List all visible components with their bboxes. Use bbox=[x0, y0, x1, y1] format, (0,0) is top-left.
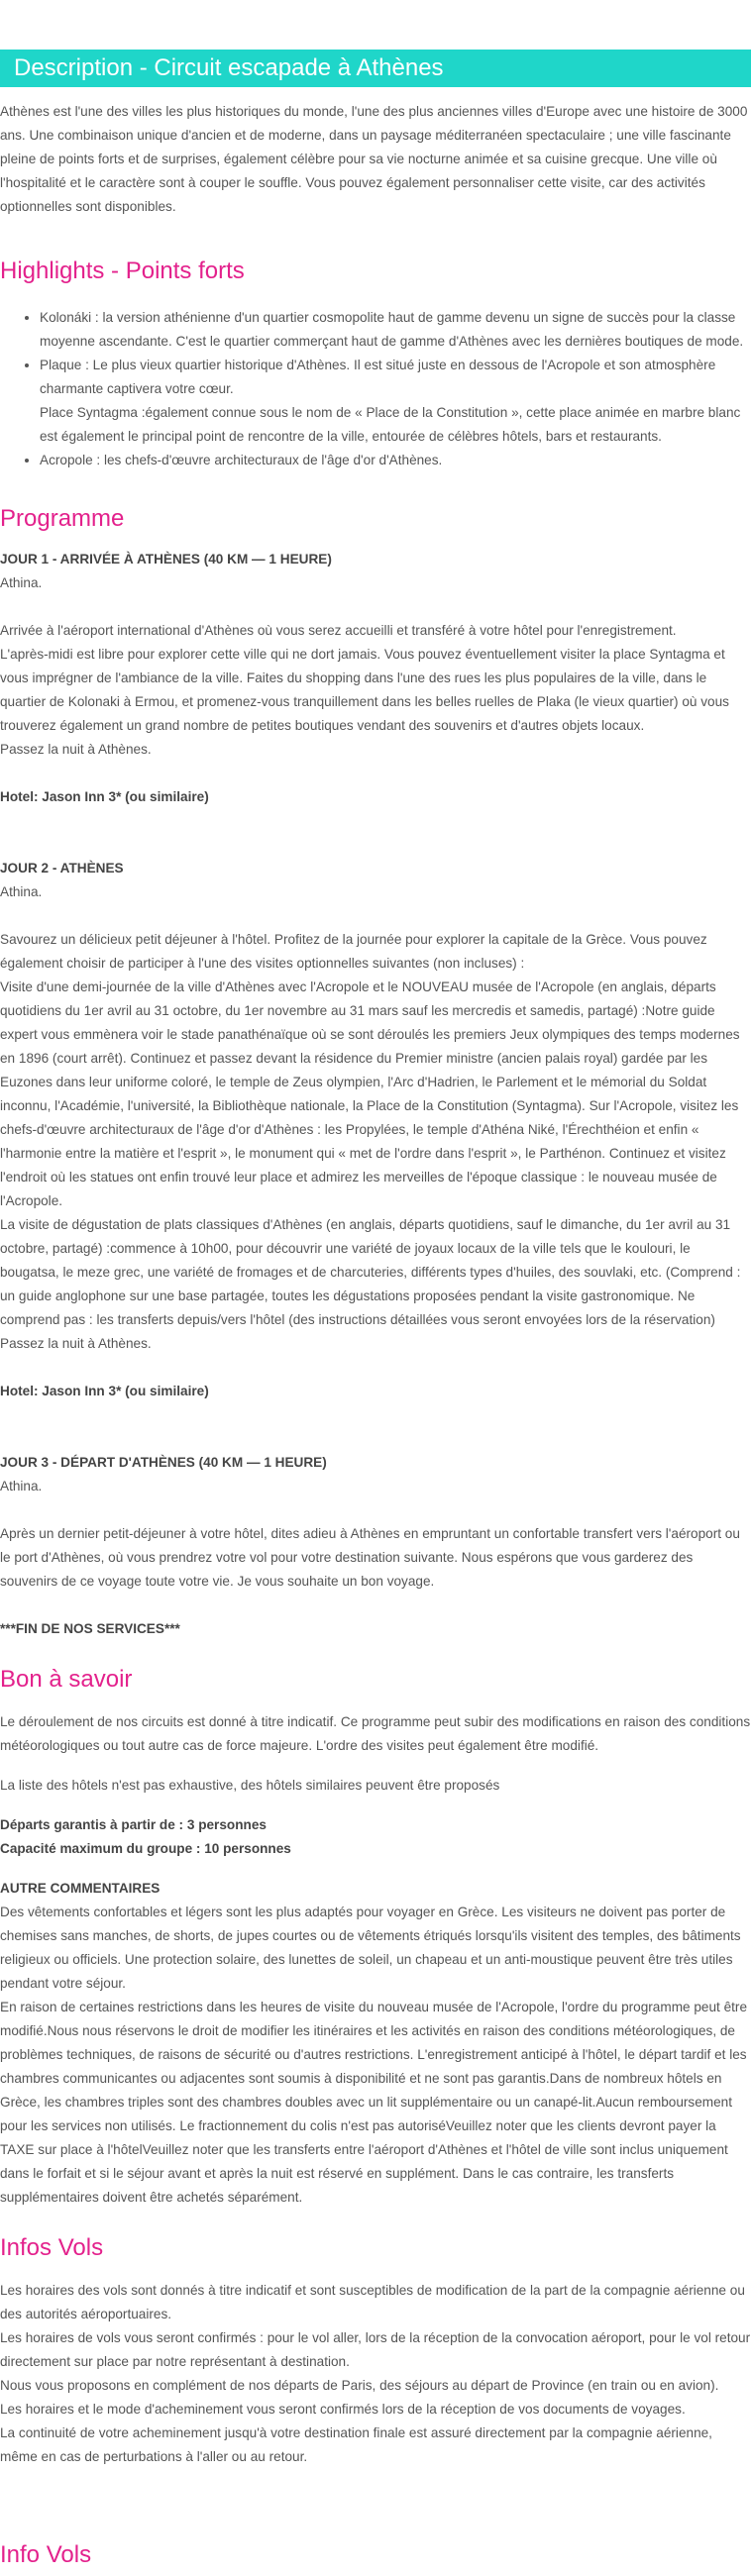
banner-title: Description - Circuit escapade à Athènes bbox=[14, 54, 444, 81]
day-hotel: Hotel: Jason Inn 3* (ou similaire) bbox=[0, 789, 209, 804]
highlight-item bbox=[40, 449, 751, 472]
day-text: L'après-midi est libre pour explorer cette ville qui ne dort jamais. Vous pouvez éventuellement visiter la place Syntagma et vous imprégner de l'ambiance de la ville. Faites du shopping dans l'une des rues les plus populaires de la ville, dans le quartier de Kolonaki à Ermou, et promenez-vous tranquillement dans les belles ruelles de Plaka (le vieux quartier) où vous trouverez également un grand nombre de petites boutiques vendant des souvenirs et d'autres objets locaux. bbox=[0, 647, 729, 733]
day-2 bbox=[0, 857, 751, 1403]
highlight-subtext: Place Syntagma :également connue sous le nom de « Place de la Constitution », cette place animée en marbre blanc est également le principal point de rencontre de la ville, entourée de célèbres hôtels, bars et restaurants. bbox=[40, 405, 741, 444]
highlight-text: Kolonáki : la version athénienne d'un quartier cosmopolite haut de gamme devenu un signe de succès pour la classe moyenne ascendante. C'est le quartier commerçant haut de gamme d'Athènes avec les dernières boutiques de mode. bbox=[40, 310, 744, 349]
highlight-text: Acropole : les chefs-d'œuvre architecturaux de l'âge d'or d'Athènes. bbox=[40, 453, 443, 467]
highlights-list bbox=[0, 306, 751, 472]
programme-title: Programme bbox=[0, 505, 125, 532]
day-text: Passez la nuit à Athènes. bbox=[0, 1336, 152, 1351]
infos-vols-text: Nous vous proposons en complément de nos départs de Paris, des séjours au départ de Province (en train ou en avion). bbox=[0, 2378, 719, 2393]
bon-a-savoir-title: Bon à savoir bbox=[0, 1666, 133, 1693]
infos-vols-title: Infos Vols bbox=[0, 2234, 104, 2261]
info-vols-section bbox=[0, 2540, 751, 2570]
highlight-text: Plaque : Le plus vieux quartier historique d'Athènes. Il est situé juste en dessous de l'Acropole et son atmosphère charmante captivera votre cœur. bbox=[40, 358, 716, 396]
infos-vols-text: Les horaires des vols sont donnés à titre indicatif et sont susceptibles de modification de la part de la compagnie aérienne ou des autorités aéroportuaires. bbox=[0, 2283, 745, 2321]
highlights-section bbox=[0, 257, 751, 472]
bon-a-savoir-section bbox=[0, 1665, 751, 2210]
day-city: Athina. bbox=[0, 884, 43, 899]
end-of-services: ***FIN DE NOS SERVICES*** bbox=[0, 1621, 180, 1636]
day-text: Savourez un délicieux petit déjeuner à l'hôtel. Profitez de la journée pour explorer la capitale de la Grèce. Vous pouvez également choisir de participer à l'une des visites optionnelles suivantes (non incluses) : bbox=[0, 932, 707, 971]
day-city: Athina. bbox=[0, 575, 43, 590]
day-hotel: Hotel: Jason Inn 3* (ou similaire) bbox=[0, 1384, 209, 1398]
highlights-title: Highlights - Points forts bbox=[0, 258, 245, 284]
day-text: La visite de dégustation de plats classiques d'Athènes (en anglais, départs quotidiens, sauf le dimanche, du 1er avril au 31 octobre, partagé) :commence à 10h00, pour découvrir une variété de joyaux locaux de la ville tels que le koulouri, le bougatsa, le meze grec, une variété de fromages et de charcuteries, différents types d'huiles, des souvlaki, etc. (Comprend : un guide anglophone sur une base partagée, toutes les dégustations proposées pendant la visite gastronomique. Ne comprend pas : les transferts depuis/vers l'hôtel (des instructions détaillées vous seront envoyées lors de la réservation) bbox=[0, 1217, 741, 1327]
programme-section bbox=[0, 504, 751, 1641]
capacite-maximum: Capacité maximum du groupe : 10 personnes bbox=[0, 1841, 291, 1856]
info-vols-title: Info Vols bbox=[0, 2541, 92, 2568]
description-banner bbox=[0, 50, 751, 87]
highlight-item bbox=[40, 354, 751, 449]
day-title: JOUR 3 - DÉPART D'ATHÈNES (40 KM — 1 HEURE) bbox=[0, 1455, 327, 1470]
day-1 bbox=[0, 548, 751, 809]
autre-commentaires-title: AUTRE COMMENTAIRES bbox=[0, 1881, 161, 1896]
day-title: JOUR 1 - ARRIVÉE À ATHÈNES (40 KM — 1 HEURE) bbox=[0, 552, 332, 567]
day-text: Passez la nuit à Athènes. bbox=[0, 742, 152, 757]
intro-paragraph: Athènes est l'une des villes les plus historiques du monde, l'une des plus anciennes villes d'Europe avec une histoire de 3000 ans. Une combinaison unique d'ancien et de moderne, dans un paysage méditerranéen spectaculaire ; une ville fascinante pleine de points forts et de surprises, également célèbre pour sa vie nocturne animée et sa cuisine grecque. Une ville où l'hospitalité et le caractère sont à couper le souffle. Vous pouvez également personnaliser cette visite, car des activités optionnelles sont disponibles. bbox=[0, 104, 748, 214]
bon-paragraph: Le déroulement de nos circuits est donné à titre indicatif. Ce programme peut subir des modifications en raison des conditions météorologiques ou tout autre cas de force majeure. L'ordre des visites peut également être modifié. bbox=[0, 1714, 751, 1753]
day-text: Arrivée à l'aéroport international d'Athènes où vous serez accueilli et transféré à votre hôtel pour l'enregistrement. bbox=[0, 623, 677, 638]
autre-commentaires-text: En raison de certaines restrictions dans les heures de visite du nouveau musée de l'Acropole, l'ordre du programme peut être modifié.Nous nous réservons le droit de modifier les itinéraires et les activités en raison des conditions météorologiques, de problèmes techniques, de raisons de sécurité ou d'autres restrictions. L'enregistrement anticipé à l'hôtel, le départ tardif et les chambres communicantes ou adjacentes sont soumis à disponibilité et ne sont pas garantis.Dans de nombreux hôtels en Grèce, les chambres triples sont des chambres doubles avec un lit supplémentaire ou un canapé-lit.Aucun remboursement pour les services non utilisés. Le fractionnement du colis n'est pas autoriséVeuillez noter que les clients devront payer la TAXE sur place à l'hôtelVeuillez noter que les transferts entre l'aéroport d'Athènes et l'hôtel de ville sont inclus uniquement dans le forfait et si le séjour avant et après la nuit est réservé en supplément. Dans le cas contraire, les transferts supplémentaires doivent être achetés séparément. bbox=[0, 2000, 748, 2205]
infos-vols-text: Les horaires de vols vous seront confirmés : pour le vol aller, lors de la réception de la convocation aéroport, pour le vol retour directement sur place par notre représentant à destination. bbox=[0, 2330, 751, 2369]
day-3 bbox=[0, 1451, 751, 1641]
infos-vols-text: Les horaires et le mode d'acheminement vous seront confirmés lors de la réception de vos documents de voyages. bbox=[0, 2402, 686, 2417]
highlight-item bbox=[40, 306, 751, 354]
day-text: Visite d'une demi-journée de la ville d'Athènes avec l'Acropole et le NOUVEAU musée de l'Acropole (en anglais, départs quotidiens du 1er avril au 31 octobre, du 1er novembre au 31 mars sauf les mercredis et samedis, partagé) :Notre guide expert vous emmènera voir le stade panathénaïque où se sont déroulés les premiers Jeux olympiques des temps modernes en 1896 (court arrêt). Continuez et passez devant la résidence du Premier ministre (ancien palais royal) gardée par les Euzones dans leur uniforme coloré, le temple de Zeus olympien, l'Arc d'Hadrien, le Parlement et le mémorial du Soldat inconnu, l'Académie, l'université, la Bibliothèque nationale, la Place de la Constitution (Syntagma). Sur l'Acropole, visitez les chefs-d'œuvre architecturaux de l'âge d'or d'Athènes : les Propylées, le temple d'Athéna Niké, l'Érechthéion et enfin « l'harmonie entre la matière et l'esprit », le monument qui « met de l'ordre dans l'esprit », le Parthénon. Continuez et visitez l'endroit où les statues ont enfin trouvé leur place et admirez les merveilles de l'époque classique : le nouveau musée de l'Acropole. bbox=[0, 979, 740, 1208]
page bbox=[0, 50, 751, 2570]
infos-vols-text: La continuité de votre acheminement jusqu'à votre destination finale est assuré directement par la compagnie aérienne, même en cas de perturbations à l'aller ou au retour. bbox=[0, 2425, 712, 2464]
day-city: Athina. bbox=[0, 1479, 43, 1494]
day-title: JOUR 2 - ATHÈNES bbox=[0, 861, 124, 876]
infos-vols-section bbox=[0, 2233, 751, 2469]
day-text: Après un dernier petit-déjeuner à votre hôtel, dites adieu à Athènes en empruntant un confortable transfert vers l'aéroport ou le port d'Athènes, où vous prendrez votre vol pour votre destination suivante. Nous espérons que vous garderez des souvenirs de ce voyage toute votre vie. Je vous souhaite un bon voyage. bbox=[0, 1526, 740, 1589]
bon-paragraph: La liste des hôtels n'est pas exhaustive, des hôtels similaires peuvent être proposés bbox=[0, 1778, 500, 1793]
autre-commentaires-text: Des vêtements confortables et légers sont les plus adaptés pour voyager en Grèce. Les visiteurs ne doivent pas porter de chemises sans manches, de shorts, de jupes courtes ou de vêtements étriqués lorsqu'ils visitent des temples, des bâtiments religieux ou officiels. Une protection solaire, des lunettes de soleil, un chapeau et un anti-moustique peuvent être très utiles pendant votre séjour. bbox=[0, 1905, 741, 1991]
departs-garantis: Départs garantis à partir de : 3 personnes bbox=[0, 1817, 267, 1832]
